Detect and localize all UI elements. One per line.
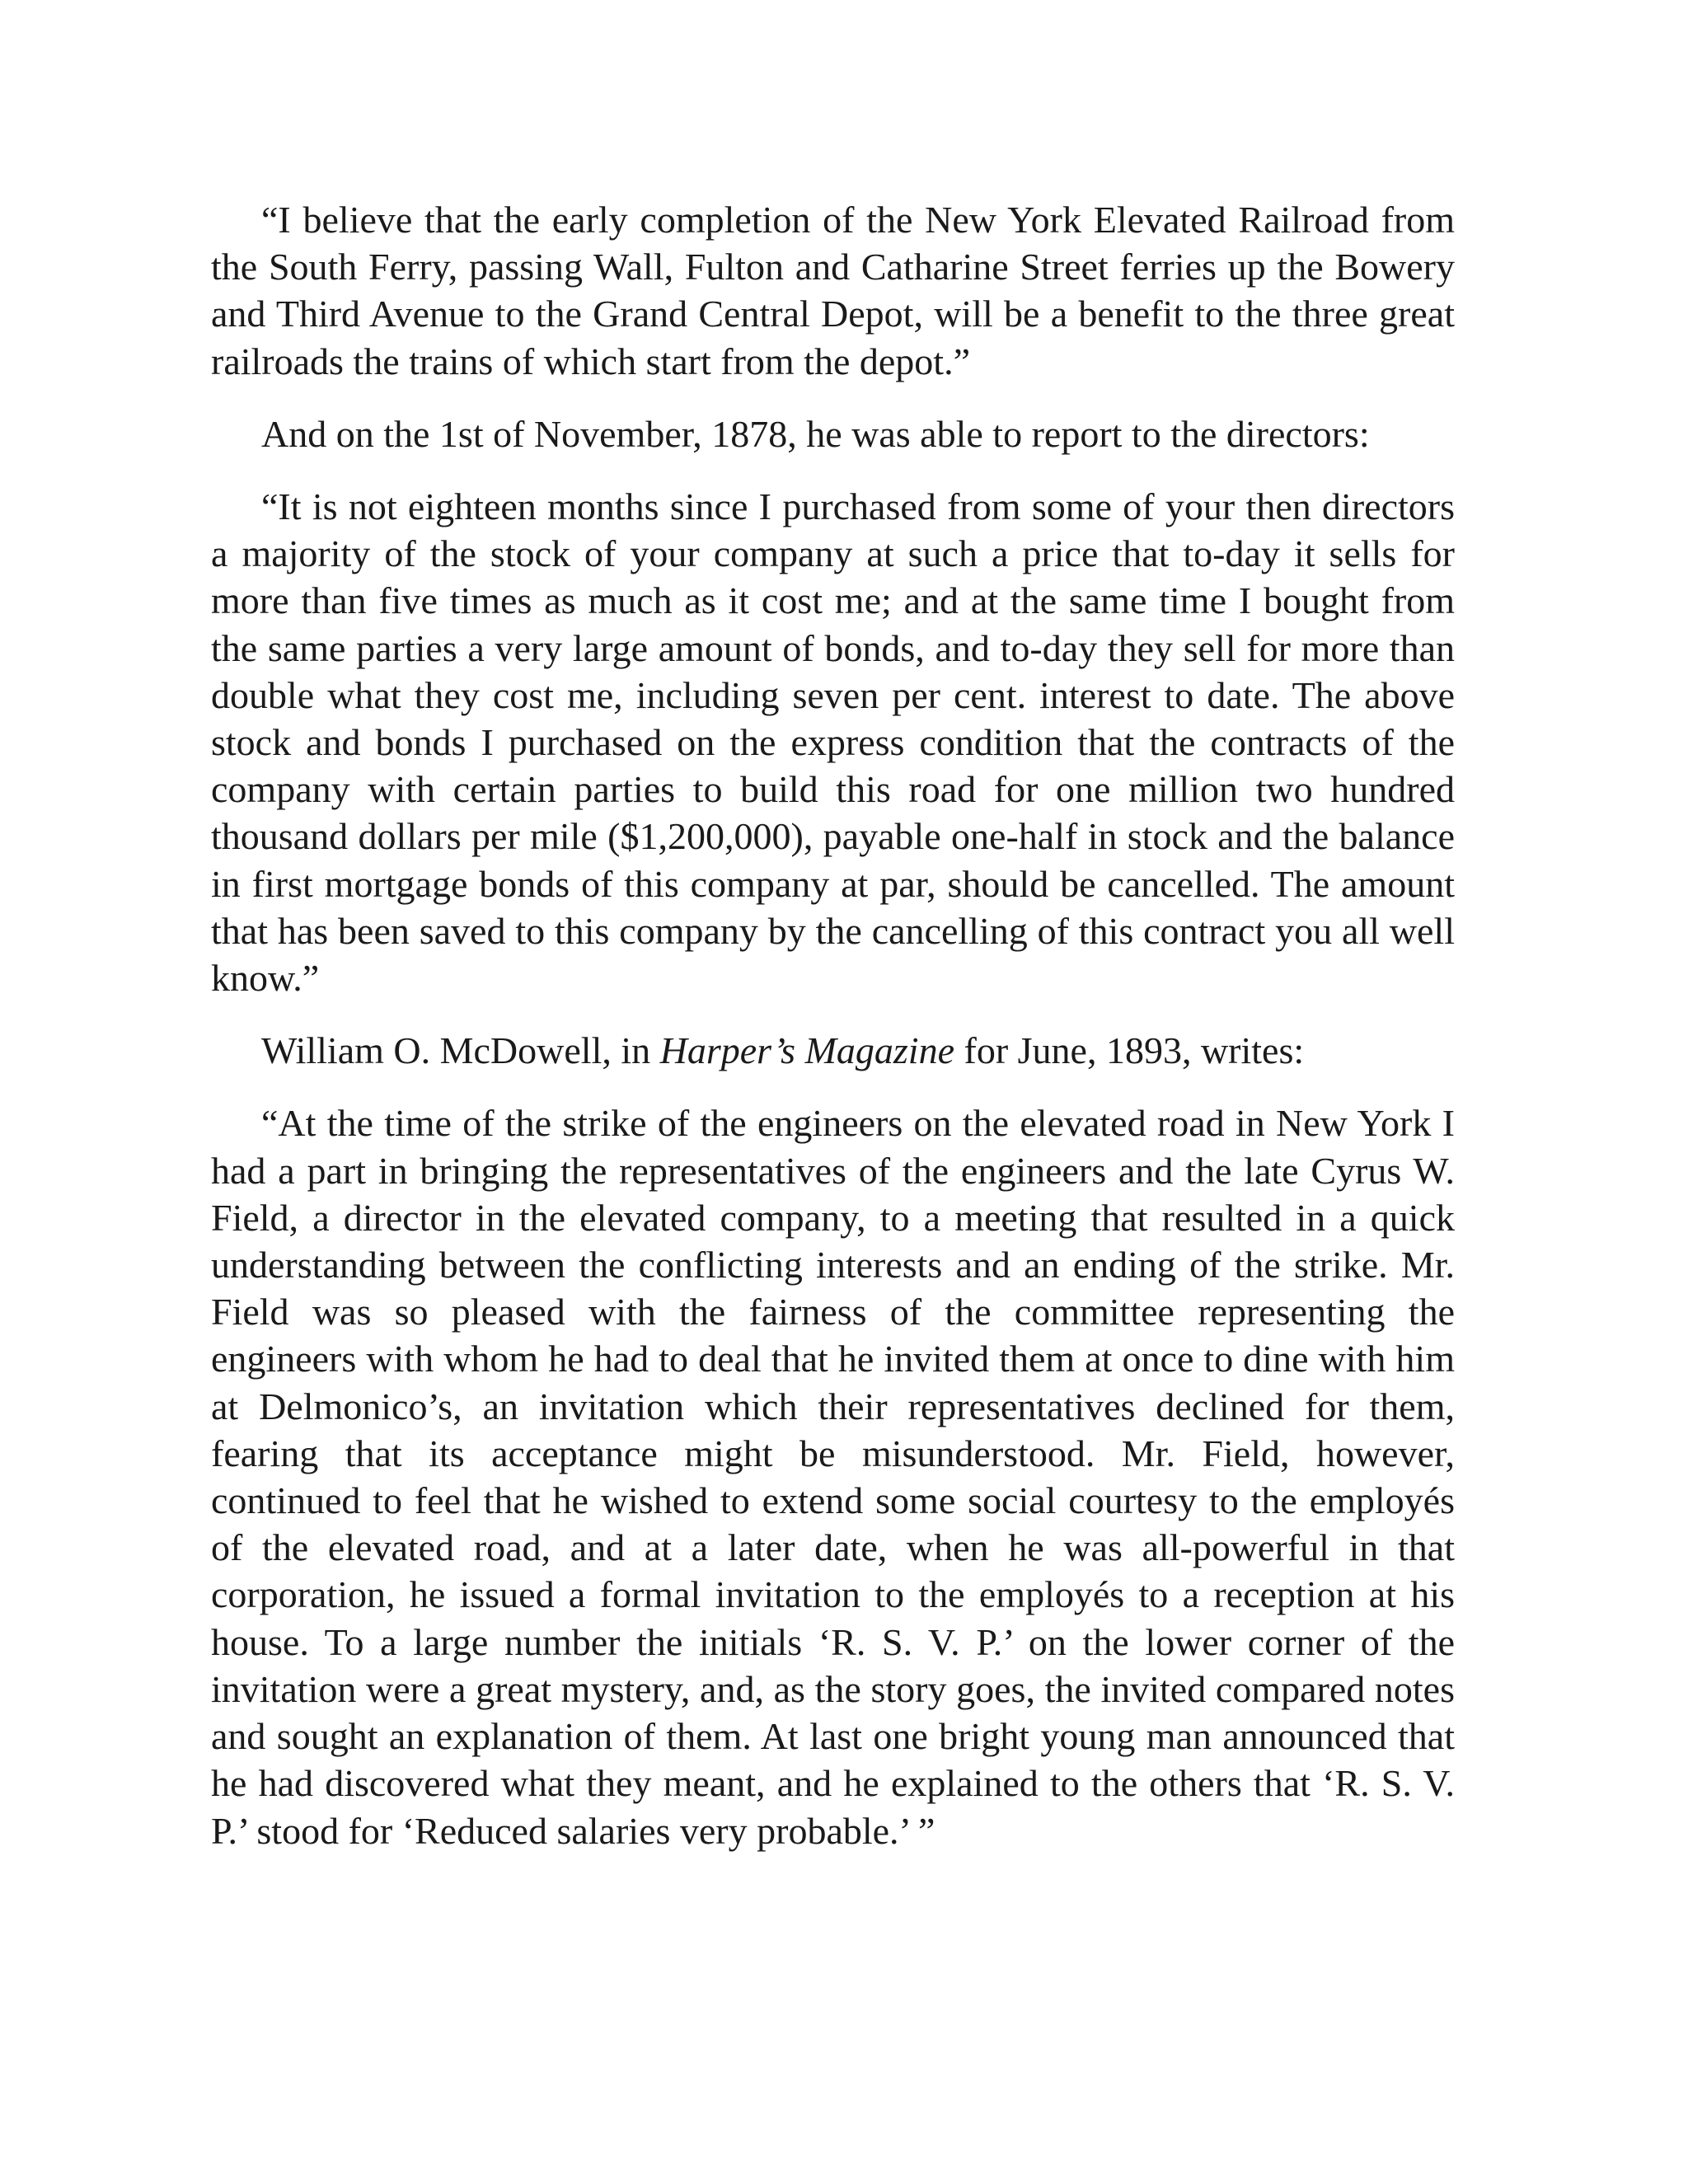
paragraph-strike-quote: “At the time of the strike of the engineers on the elevated road in New York I had a part in bringing the representatives of the engineers and the late Cyrus W. Field, a director in the elevated company, to a meeting that resulted in a quick understanding between the conflicting interests and an ending of the strike. Mr. Field was so pleased with the fairness of the committee representing the engineers with whom he had to deal that he invited them at once to dine with him at Delmonico’s, an invitation which their representatives declined for them, fearing that its acceptance might be misunderstood. Mr. Field, however, continued to feel that he wished to extend some social courtesy to the employés of the elevated road, and at a later date, when he was all-powerful in that corporation, he issued a formal invitation to the employés to a reception at his house. To a large number the initials ‘R. S. V. P.’ on the lower corner of the invitation were a great mystery, and, as the story goes, the invited compared notes and sought an explanation of them. At last one bright young man announced that he had discovered what they meant, and he explained to the others that ‘R. S. V. P.’ stood for ‘Reduced salaries very probable.’ ” bbox=[211, 1102, 1455, 1852]
magazine-title: Harper’s Magazine bbox=[659, 1029, 954, 1072]
mcdowell-intro-after: for June, 1893, writes: bbox=[954, 1029, 1305, 1072]
paragraph-directors-quote: “It is not eighteen months since I purchased from some of your then directors a majority of the stock of your company at such a price that to-day it sells for more than five times as much as it cost me; and at the same time I bought from the same parties a very large amount of bonds, and to-day they sell for more than double what they cost me, including seven per cent. interest to date. The above stock and bonds I purchased on the express condition that the contracts of the company with certain parties to build this road for one million two hundred thousand dollars per mile ($1,200,000), payable one-half in stock and the balance in first mortgage bonds of this company at par, should be cancelled. The amount that has been saved to this company by the cancelling of this contract you all well know.” bbox=[211, 485, 1455, 1000]
page-body bbox=[211, 196, 1455, 1880]
mcdowell-intro-before: William O. McDowell, in bbox=[261, 1029, 660, 1072]
paragraph-mcdowell-intro bbox=[211, 1027, 1455, 1074]
paragraph-depot-quote: “I believe that the early completion of the New York Elevated Railroad from the South Ferry, passing Wall, Fulton and Catharine Street ferries up the Bowery and Third Avenue to the Grand Central Depot, will be a benefit to the three great railroads the trains of which start from the depot.” bbox=[211, 199, 1455, 382]
paragraph-november-report: And on the 1st of November, 1878, he was able to report to the directors: bbox=[261, 412, 1370, 455]
